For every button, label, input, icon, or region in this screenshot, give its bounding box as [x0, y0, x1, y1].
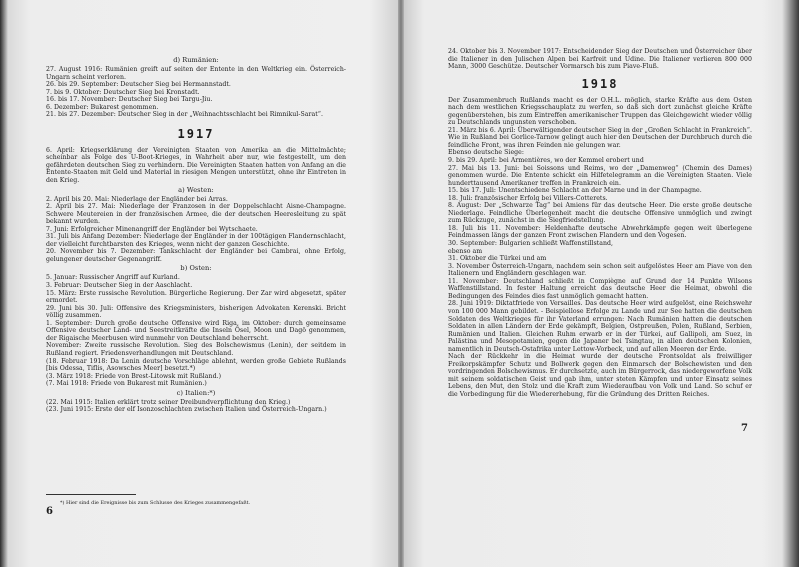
- page-number-right: 7: [741, 423, 748, 434]
- footnote: *) Hier sind die Ereignisse bis zum Schlusse des Krieges zusammengefaßt.: [60, 500, 251, 506]
- romania-entry: 26. bis 29. September: Deutscher Sieg bei Hermannstadt.: [46, 81, 231, 89]
- entry-1918: 8. August: Der „Schwarze Tag“ bei Amiens für das deutsche Heer. Die erste große deutsche Niederlage. Feindliche Überlegenheit macht die deutsche Offensive unmöglich und zwingt zum Rückzuge, zunächst in die Siegfriedstellung.: [448, 202, 752, 225]
- entry-1918: 28. Juni 1919: Diktatfriede von Versailles. Das deutsche Heer wird aufgelöst, eine Reichswehr von 100 000 Mann gebildet. - Beispiellose Erfolge zu Lande und zur See hatten die deutschen Soldaten des Weltkrieges für ihr Vaterland errungen: Nach Rumänien hatten die deutschen Soldaten in allen Ländern der Erde gekämpft, Belgien, Ostpreußen, Polen, Rußland, Serbien, Rumänien und Italien. Gleichen Ruhm erwarb er in der Türkei, auf Gallipoli, am Suez, in Palästina und Mesopotamien, gegen die Japaner bei Tsingtau, in allen deutschen Kolonien, namentlich in Deutsch-Ostafrika unter Lettow-Vorbeck, und auf allen Meeren der Erde.: [448, 300, 752, 353]
- entry-1918: 31. Oktober die Türkei und am: [448, 255, 547, 263]
- east-entry: (18. Februar 1918: Da Lenin deutsche Vorschläge ablehnt, werden große Gebiete Rußlands [bis Odessa, Tiflis, Asowsches Meer] besetzt.*): [46, 357, 346, 373]
- east-entry: 29. Juni bis 30. Juli: Offensive des Kriegsministers, bisherigen Advokaten Kerenski. Bricht völlig zusammen.: [46, 304, 346, 320]
- ebenso-am-line: ebenso am: [448, 247, 483, 255]
- section-heading-romania: d) Rumänien:: [173, 56, 219, 64]
- romania-entry: 7. bis 9. Oktober: Deutscher Sieg bei Kronstadt.: [46, 88, 200, 96]
- entry-1918: 18. Juli: französischer Erfolg bei Villers-Cotterets.: [448, 194, 608, 202]
- romania-entry: 6. Dezember: Bukarest genommen.: [46, 103, 159, 111]
- year-heading-1917: 1917: [177, 126, 215, 141]
- west-entry: 20. November bis 7. Dezember: Tankschlacht der Engländer bei Cambrai, ohne Erfolg, gelungener deutscher Gegenangriff.: [46, 248, 346, 263]
- romania-entry: 16. bis 17. November: Deutscher Sieg bei Targu-Jiu.: [46, 96, 213, 104]
- section-heading-east: b) Osten:: [180, 264, 212, 273]
- entry-1918: 15. bis 17. Juli: Unentschiedene Schlacht an der Marne und in der Champagne.: [448, 187, 702, 195]
- west-entry: 31. Juli bis Anfang Dezember: Niederlage der Engländer in der 100tägigen Flandernschlacht, der vielleicht furchtbarsten des Krieges, wenn nicht der ganzen Geschichte.: [46, 233, 346, 248]
- italy-continuation-entry: 24. Oktober bis 3. November 1917: Entscheidender Sieg der Deutschen und Österreicher über die Italiener in den Julischen Alpen bei Karfreit und Udine. Die Italiener verlieren 800 000 Mann, 3000 Geschütze. Deutscher Vormarsch bis zum Piave-Fluß.: [448, 48, 752, 71]
- intro-paragraph-1917: 6. April: Kriegserklärung der Vereinigten Staaten von Amerika an die Mittelmächte; scheinbar als Folge des U-Boot-Krieges, in Wahrheit aber nur, wie festgestellt, um den gefährdeten deutschen Sieg zu verhindern. Die Vereinigten Staaten hatten von Anfang an die Entente-Staaten mit Geld und Material in riesigen Mengen unterstützt, ohne ihr Eintreten in den Krieg.: [46, 146, 346, 185]
- entry-1918: 9. bis 29. April: bei Armentières, wo der Kemmel erobert und: [448, 157, 644, 165]
- left-page-text: [46, 55, 346, 414]
- east-entry: 3. Februar: Deutscher Sieg in der Aaschlacht.: [46, 282, 193, 290]
- entry-1918: 21. März bis 6. April: Überwältigender deutscher Sieg in der „Großen Schlacht in Frankreich“. Wie in Rußland bei Gorlice-Tarnow gelingt auch hier den Deutschen der Durchbruch durch die feindliche Front, was ihren Feinden nie gelungen war.: [448, 126, 752, 149]
- entry-1918: 18. Juli bis 11. November: Heldenhafte deutsche Abwehrkämpfe gegen weit überlegene Feindmassen längs der ganzen Front zwischen Flandern und den Vogesen.: [448, 224, 752, 240]
- entry-1918: 30. September: Bulgarien schließt Waffenstillstand,: [448, 240, 614, 248]
- east-entry: (3. März 1918: Friede von Brest-Litowsk mit Rußland.): [46, 372, 222, 380]
- italy-entry: (23. Juni 1915: Erste der elf Isonzoschlachten zwischen Italien und Österreich-Ungarn.): [46, 406, 327, 414]
- east-entry: 5. Januar: Russischer Angriff auf Kurland.: [46, 274, 180, 282]
- entry-1918: 3. November Österreich-Ungarn, nachdem sein schon seit aufgelöstes Heer am Piave von den Italienern und Engländern geschlagen war.: [448, 262, 752, 278]
- entry-1918: 27. Mai bis 13. Juni: bei Soissons und Reims, wo der „Damenweg“ (Chemin des Dames) genommen wurde. Die Entente schickt ein Hilfetelegramm an die Vereinigten Staaten. Viele hunderttausend Amerikaner treffen in Frankreich ein.: [448, 164, 752, 187]
- section-heading-west: a) Westen:: [178, 185, 214, 194]
- footnote-divider: [46, 494, 136, 495]
- east-entry: (7. Mai 1918: Friede von Bukarest mit Rumänien.): [46, 380, 207, 388]
- right-page-text: [448, 48, 752, 399]
- year-heading-1918: 1918: [581, 76, 619, 91]
- ebenso-line: Ebenso deutsche Siege:: [448, 149, 525, 157]
- section-heading-italy: c) Italien:*): [176, 388, 216, 397]
- west-entry: 2. April bis 27. Mai: Niederlage der Franzosen in der Doppelschlacht Aisne-Champagne. Schwere Meutereien in der französischen Armee, die der deutschen Heeresleitung zu spät bekannt wurden.: [46, 203, 346, 226]
- east-entry: 1. September: Durch große deutsche Offensive wird Riga, im Oktober: durch gemeinsame Offensive deutscher Land- und Seestreitkräfte die Inseln Ösel, Moon und Dagö genommen, der Rigaische Meerbusen wird nunmehr von Deutschland beherrscht.: [46, 319, 346, 342]
- romania-entry: 27. August 1916: Rumänien greift auf seiten der Entente in den Weltkrieg ein. Österreich-Ungarn scheint verloren.: [46, 66, 346, 81]
- entry-1918: Nach der Rückkehr in die Heimat wurde der deutsche Frontsoldat als freiwilliger Freikorpskämpfer Schutz und Bollwerk gegen den Einmarsch der Bolschewisten und den vordringenden Bolschewismus. Er durchsetzte, auch im Bürgerrock, das niedergeworfene Volk mit seinem soldatischen Geist und gab ihm, unter steten Kämpfen und unter Einsatz seines Lebens, den Mut, den Stolz und die Kraft zum Wiederaufbau von Volk und Land. So schuf er die Vorbedingung für die Wiedererhebung, für die Gründung des Dritten Reiches.: [448, 353, 752, 398]
- east-entry: 15. März: Erste russische Revolution. Bürgerliche Regierung. Der Zar wird abgesetzt, später ermordet.: [46, 289, 346, 305]
- west-entry: 2. April bis 20. Mai: Niederlage der Engländer bei Arras.: [46, 195, 228, 203]
- page-number-left: 6: [46, 506, 53, 517]
- west-entry: 7. Juni: Erfolgreicher Minenangriff der Engländer bei Wytschaete.: [46, 225, 258, 233]
- italy-entry: (22. Mai 1915: Italien erklärt trotz seiner Dreibundverpflichtung den Krieg.): [46, 398, 291, 406]
- entry-1918: 11. November: Deutschland schließt in Compiègne auf Grund der 14 Punkte Wilsons Waffenstillstand. In fester Haltung erreicht das deutsche Heer die Heimat, obwohl die Bedingungen des Feindes dies fast unmöglich gemacht hatten.: [448, 277, 752, 300]
- book-gutter: [398, 0, 404, 567]
- east-entry: November: Zweite russische Revolution. Sieg des Bolschewismus (Lenin), der seitdem in Rußland regiert. Friedensverhandlungen mit Deutschland.: [46, 342, 346, 357]
- romania-entry: 21. bis 27. Dezember: Deutscher Sieg in der „Weihnachtsschlacht bei Rimnikul-Sarat“.: [46, 111, 324, 119]
- intro-paragraph-1918: Der Zusammenbruch Rußlands macht es der O.H.L. möglich, starke Kräfte aus dem Osten nach dem westlichen Kriegsschauplatz zu werfen, so daß sich dort zunächst gleiche Kräfte gegenüberstehen, bis zum Eintreffen amerikanischer Truppen das Gleichgewicht wieder völlig zu Deutschlands ungunsten verschoben.: [448, 96, 752, 127]
